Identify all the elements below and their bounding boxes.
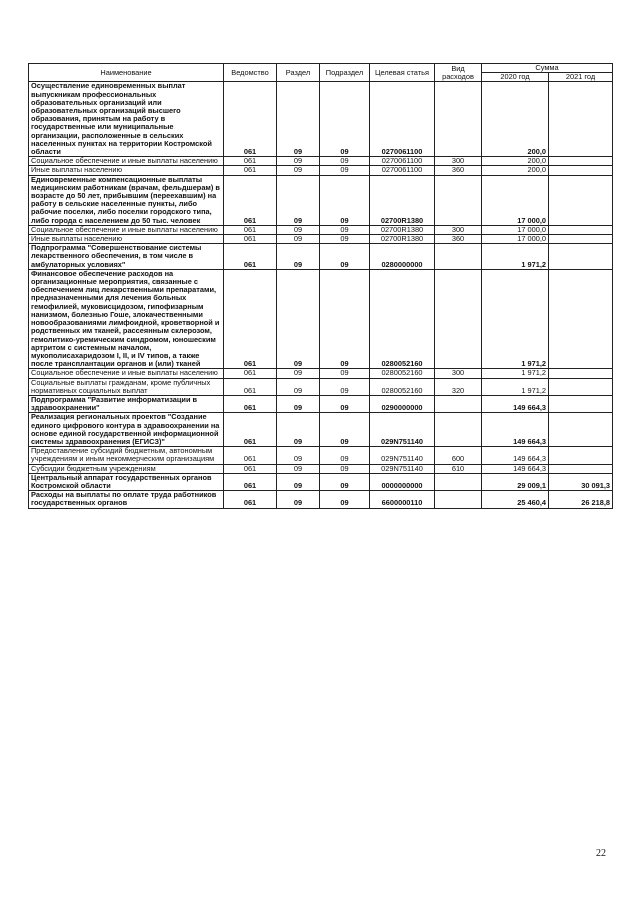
cell-dept: 061	[224, 369, 277, 378]
table-row	[29, 369, 613, 378]
cell-dept: 061	[224, 82, 277, 157]
cell-expense-type	[435, 413, 482, 447]
table-row	[29, 473, 613, 490]
table-row	[29, 447, 613, 464]
cell-subsection: 09	[320, 235, 370, 244]
cell-target: 029N751140	[370, 464, 435, 473]
cell-target: 0280000000	[370, 244, 435, 270]
header-target: Целевая статья	[370, 64, 435, 82]
cell-sum-2021: 30 091,3	[549, 473, 613, 490]
cell-target: 0000000000	[370, 473, 435, 490]
cell-expense-type	[435, 491, 482, 508]
header-sum: Сумма	[482, 64, 613, 73]
cell-name: Иные выплаты населению	[29, 166, 224, 175]
cell-sum-2020: 25 460,4	[482, 491, 549, 508]
cell-sum-2021	[549, 175, 613, 225]
cell-subsection: 09	[320, 473, 370, 490]
cell-subsection: 09	[320, 491, 370, 508]
cell-sum-2021	[549, 369, 613, 378]
cell-sum-2021	[549, 166, 613, 175]
header-dept: Ведомство	[224, 64, 277, 82]
cell-sum-2021	[549, 378, 613, 395]
cell-name: Предоставление субсидий бюджетным, автономным учреждениям и иным некоммерческим организациям	[29, 447, 224, 464]
cell-expense-type: 360	[435, 166, 482, 175]
cell-sum-2020: 149 664,3	[482, 413, 549, 447]
cell-target: 0270061100	[370, 82, 435, 157]
cell-target: 0290000000	[370, 395, 435, 412]
cell-expense-type	[435, 82, 482, 157]
cell-subsection: 09	[320, 244, 370, 270]
cell-section: 09	[277, 378, 320, 395]
cell-name: Подпрограмма "Совершенствование системы лекарственного обеспечения, в том числе в амбулаторных условиях"	[29, 244, 224, 270]
cell-dept: 061	[224, 464, 277, 473]
cell-section: 09	[277, 225, 320, 234]
cell-expense-type	[435, 244, 482, 270]
cell-sum-2020: 200,0	[482, 166, 549, 175]
table-row	[29, 175, 613, 225]
cell-name: Подпрограмма "Развитие информатизации в здравоохранении"	[29, 395, 224, 412]
cell-dept: 061	[224, 235, 277, 244]
cell-section: 09	[277, 447, 320, 464]
cell-subsection: 09	[320, 82, 370, 157]
cell-sum-2021: 26 218,8	[549, 491, 613, 508]
cell-sum-2020: 17 000,0	[482, 225, 549, 234]
cell-name: Социальное обеспечение и иные выплаты населению	[29, 369, 224, 378]
cell-section: 09	[277, 473, 320, 490]
cell-sum-2021	[549, 269, 613, 368]
cell-sum-2020: 1 971,2	[482, 369, 549, 378]
cell-expense-type	[435, 175, 482, 225]
cell-name: Социальное обеспечение и иные выплаты населению	[29, 157, 224, 166]
cell-subsection: 09	[320, 369, 370, 378]
cell-dept: 061	[224, 447, 277, 464]
cell-dept: 061	[224, 491, 277, 508]
cell-dept: 061	[224, 244, 277, 270]
table-row	[29, 225, 613, 234]
cell-target: 029N751140	[370, 447, 435, 464]
cell-expense-type: 300	[435, 157, 482, 166]
cell-sum-2021	[549, 244, 613, 270]
cell-dept: 061	[224, 225, 277, 234]
cell-sum-2020: 200,0	[482, 82, 549, 157]
cell-subsection: 09	[320, 464, 370, 473]
cell-section: 09	[277, 369, 320, 378]
header-name: Наименование	[29, 64, 224, 82]
cell-sum-2021	[549, 395, 613, 412]
cell-dept: 061	[224, 395, 277, 412]
table-row	[29, 166, 613, 175]
cell-subsection: 09	[320, 166, 370, 175]
table-row	[29, 157, 613, 166]
cell-subsection: 09	[320, 175, 370, 225]
cell-sum-2020: 149 664,3	[482, 395, 549, 412]
table-row	[29, 413, 613, 447]
cell-target: 029N751140	[370, 413, 435, 447]
cell-sum-2021	[549, 157, 613, 166]
cell-expense-type: 320	[435, 378, 482, 395]
cell-expense-type	[435, 395, 482, 412]
cell-sum-2021	[549, 413, 613, 447]
cell-name: Расходы на выплаты по оплате труда работников государственных органов	[29, 491, 224, 508]
cell-name: Реализация региональных проектов "Создание единого цифрового контура в здравоохранении на основе единой государственной информационной системы здравоохранения (ЕГИСЗ)"	[29, 413, 224, 447]
budget-table	[28, 63, 613, 509]
cell-target: 02700R1380	[370, 175, 435, 225]
table-row	[29, 82, 613, 157]
cell-sum-2021	[549, 464, 613, 473]
cell-sum-2021	[549, 447, 613, 464]
cell-expense-type: 300	[435, 369, 482, 378]
cell-section: 09	[277, 157, 320, 166]
cell-dept: 061	[224, 269, 277, 368]
cell-sum-2020: 1 971,2	[482, 269, 549, 368]
cell-expense-type: 360	[435, 235, 482, 244]
cell-section: 09	[277, 82, 320, 157]
cell-expense-type: 300	[435, 225, 482, 234]
cell-section: 09	[277, 269, 320, 368]
cell-sum-2021	[549, 235, 613, 244]
table-row	[29, 491, 613, 508]
cell-section: 09	[277, 235, 320, 244]
cell-expense-type	[435, 269, 482, 368]
cell-section: 09	[277, 395, 320, 412]
table-row	[29, 378, 613, 395]
cell-dept: 061	[224, 473, 277, 490]
table-row	[29, 244, 613, 270]
cell-section: 09	[277, 413, 320, 447]
cell-sum-2020: 149 664,3	[482, 447, 549, 464]
cell-sum-2020: 17 000,0	[482, 175, 549, 225]
cell-expense-type: 610	[435, 464, 482, 473]
cell-section: 09	[277, 464, 320, 473]
cell-name: Единовременные компенсационные выплаты медицинским работникам (врачам, фельдшерам) в возрасте до 50 лет, прибывшим (переехавшим) на работу в сельские населенные пункты, либо рабочие поселки, либо поселки городского типа, либо города с населением до 50 тыс. человек	[29, 175, 224, 225]
cell-section: 09	[277, 175, 320, 225]
cell-dept: 061	[224, 175, 277, 225]
header-expense-type: Вид расходов	[435, 64, 482, 82]
cell-subsection: 09	[320, 447, 370, 464]
cell-sum-2020: 1 971,2	[482, 378, 549, 395]
cell-name: Финансовое обеспечение расходов на организационные мероприятия, связанные с обеспечением лиц лекарственными препаратами, предназначенными для лечения больных гемофилией, муковисцидозом, гипофизарным нанизмом, болезнью Гоше, злокачественными новообразованиями лимфоидной, кроветворной и родственных им тканей, рассеянным склерозом, гемолитико-уремическим синдромом, юношеским артритом с системным началом, мукополисахаридозом I, II, и IV типов, а также после трансплантации органов и (или) тканей	[29, 269, 224, 368]
cell-subsection: 09	[320, 225, 370, 234]
table-row	[29, 464, 613, 473]
cell-expense-type: 600	[435, 447, 482, 464]
cell-target: 6600000110	[370, 491, 435, 508]
table-row	[29, 269, 613, 368]
cell-target: 0270061100	[370, 166, 435, 175]
cell-name: Иные выплаты населению	[29, 235, 224, 244]
cell-subsection: 09	[320, 413, 370, 447]
cell-section: 09	[277, 244, 320, 270]
cell-name: Социальное обеспечение и иные выплаты населению	[29, 225, 224, 234]
cell-name: Субсидии бюджетным учреждениям	[29, 464, 224, 473]
header-section: Раздел	[277, 64, 320, 82]
cell-target: 0280052160	[370, 369, 435, 378]
cell-dept: 061	[224, 157, 277, 166]
header-subsection: Подраздел	[320, 64, 370, 82]
cell-expense-type	[435, 473, 482, 490]
cell-sum-2021	[549, 82, 613, 157]
cell-section: 09	[277, 166, 320, 175]
cell-target: 02700R1380	[370, 235, 435, 244]
cell-name: Центральный аппарат государственных органов Костромской области	[29, 473, 224, 490]
cell-name: Социальные выплаты гражданам, кроме публичных нормативных социальных выплат	[29, 378, 224, 395]
header-year-2020: 2020 год	[482, 73, 549, 82]
table-row	[29, 235, 613, 244]
header-row-top	[29, 64, 613, 73]
cell-sum-2020: 1 971,2	[482, 244, 549, 270]
cell-subsection: 09	[320, 269, 370, 368]
table-body	[29, 82, 613, 508]
header-year-2021: 2021 год	[549, 73, 613, 82]
cell-dept: 061	[224, 378, 277, 395]
cell-sum-2020: 29 009,1	[482, 473, 549, 490]
cell-name: Осуществление единовременных выплат выпускникам профессиональных образовательных организаций или образовательных организаций высшего образования, принятым на работу в государственные или муниципальные организации, расположенные в сельских населенных пунктах на территории Костромской области	[29, 82, 224, 157]
table-row	[29, 395, 613, 412]
page-number: 22	[596, 848, 606, 859]
cell-subsection: 09	[320, 395, 370, 412]
cell-target: 02700R1380	[370, 225, 435, 234]
cell-subsection: 09	[320, 378, 370, 395]
cell-sum-2020: 17 000,0	[482, 235, 549, 244]
cell-target: 0280052160	[370, 378, 435, 395]
cell-sum-2020: 200,0	[482, 157, 549, 166]
cell-dept: 061	[224, 413, 277, 447]
cell-sum-2020: 149 664,3	[482, 464, 549, 473]
cell-dept: 061	[224, 166, 277, 175]
cell-sum-2021	[549, 225, 613, 234]
cell-section: 09	[277, 491, 320, 508]
cell-target: 0270061100	[370, 157, 435, 166]
cell-subsection: 09	[320, 157, 370, 166]
cell-target: 0280052160	[370, 269, 435, 368]
